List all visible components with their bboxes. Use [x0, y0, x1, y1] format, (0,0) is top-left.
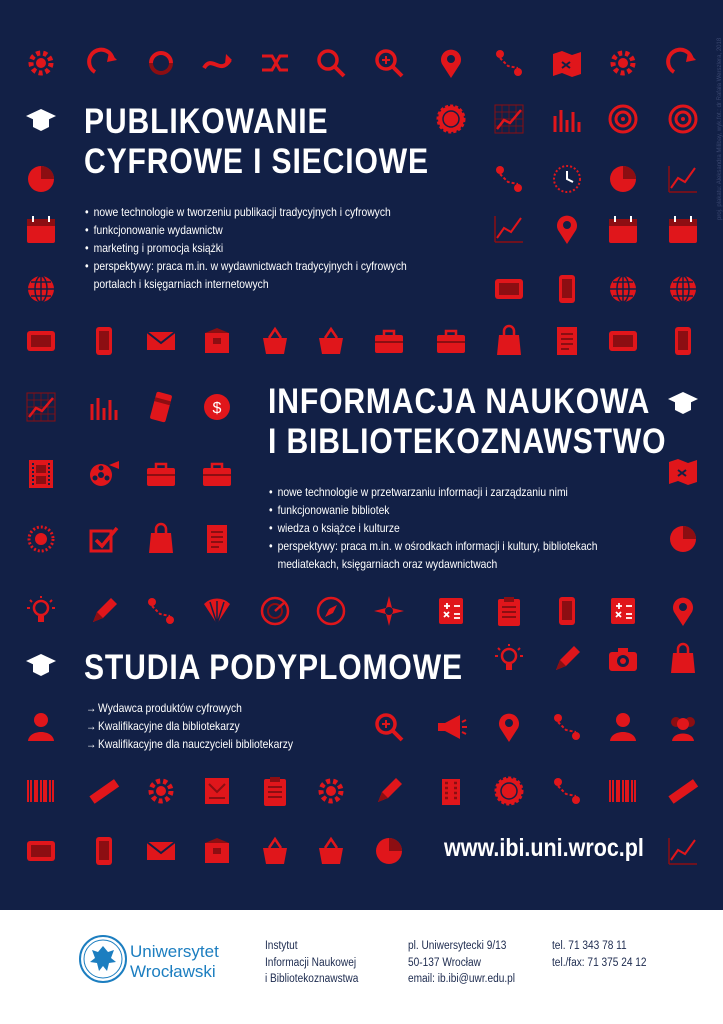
address-block: pl. Uniwersytecki 9/13 50-137 Wrocław email: ib.ibi@uwr.edu.pl — [408, 938, 515, 988]
chart-icon — [490, 100, 528, 138]
briefcase-icon — [432, 322, 470, 360]
bullet-item: • nowe technologie w tworzeniu publikacji tradycyjnych i cyfrowych — [85, 203, 407, 221]
bullet-item: • marketing i promocja książki — [85, 239, 407, 257]
university-name: Uniwersytet Wrocławski — [130, 942, 219, 981]
pin-icon — [490, 708, 528, 746]
section-postgraduate-title: STUDIA PODYPLOMOWE — [84, 648, 463, 687]
bullet-item: • wiedza o książce i kulturze — [269, 519, 597, 537]
clipboard-icon — [490, 592, 528, 630]
globe-icon — [664, 270, 702, 308]
zoom-icon — [370, 44, 408, 82]
gear-icon — [142, 772, 180, 810]
zoom-icon — [370, 708, 408, 746]
pencil-icon — [85, 592, 123, 630]
university-logo-icon — [78, 934, 128, 984]
section-postgraduate-list — [86, 699, 293, 753]
globe-icon — [22, 270, 60, 308]
target-icon — [604, 100, 642, 138]
card-icon — [142, 388, 180, 426]
calendar-icon — [22, 210, 60, 248]
line-icon — [664, 160, 702, 198]
building-icon — [432, 772, 470, 810]
bars-icon — [85, 388, 123, 426]
sun-icon — [22, 520, 60, 558]
cap-icon — [664, 383, 702, 421]
svg-text:$: $ — [212, 400, 222, 417]
email-link[interactable]: email: ib.ibi@uwr.edu.pl — [408, 973, 516, 985]
radar-icon — [256, 592, 294, 630]
tv-icon — [490, 270, 528, 308]
calc-icon — [604, 592, 642, 630]
cycle-icon — [142, 44, 180, 82]
section-publishing-title — [84, 102, 429, 182]
briefcase-icon — [370, 322, 408, 360]
briefcase-icon — [198, 455, 236, 493]
footer — [0, 910, 723, 1024]
bulb-icon — [22, 592, 60, 630]
tv-icon — [22, 322, 60, 360]
box-icon — [198, 322, 236, 360]
mail-icon — [142, 322, 180, 360]
tv-icon — [604, 322, 642, 360]
calc-icon — [432, 592, 470, 630]
program-item: → Wydawca produktów cyfrowych — [86, 699, 293, 717]
gear-icon — [604, 44, 642, 82]
gear-icon — [312, 772, 350, 810]
section-information-title-line2: I BIBLIOTEKOZNAWSTWO — [268, 422, 667, 461]
calendar-icon — [604, 210, 642, 248]
doc-icon — [198, 520, 236, 558]
bullet-item: • nowe technologie w przetwarzaniu informacji i zarządzaniu nimi — [269, 483, 597, 501]
pie-icon — [604, 160, 642, 198]
institute-name: Instytut Informacji Naukowej i Bibliotekoznawstwa — [265, 940, 359, 985]
tv-icon — [22, 832, 60, 870]
pin-icon — [548, 210, 586, 248]
bag-icon — [490, 322, 528, 360]
designer-credit: proj. plakatu: Aleksandra Milibay, wyk.fot.: dr Rafała Werszlera, 2018 — [717, 37, 723, 220]
reel-icon — [85, 455, 123, 493]
arrow-icon — [664, 44, 702, 82]
shuffle-icon — [256, 44, 294, 82]
mail-icon — [142, 832, 180, 870]
route-icon — [548, 708, 586, 746]
section-information-bullets — [269, 483, 597, 573]
bullet-item: • funkcjonowanie bibliotek — [269, 501, 597, 519]
seal-icon — [490, 772, 528, 810]
phone-icon — [548, 270, 586, 308]
section-publishing-title-line2: CYFROWE I SIECIOWE — [84, 142, 429, 181]
basket-icon — [312, 832, 350, 870]
section-publishing-bullets — [85, 203, 407, 293]
cap-icon — [22, 645, 60, 683]
line-icon — [490, 210, 528, 248]
route-icon — [548, 772, 586, 810]
bullet-item: • perspektywy: praca m.in. w ośrodkach informacji i kultury, bibliotekach mediatekach, księgarniach oraz wydawnictwach — [269, 537, 597, 573]
coin-icon — [198, 388, 236, 426]
bullet-item: • perspektywy: praca m.in. w wydawnictwach tradycyjnych i cyfrowych portalach i księgarniach internetowych — [85, 257, 407, 293]
curve-icon — [198, 44, 236, 82]
pin-icon — [664, 592, 702, 630]
target-icon — [664, 100, 702, 138]
route-icon — [142, 592, 180, 630]
section-information-title — [268, 382, 666, 462]
barcode-icon — [604, 772, 642, 810]
clipboard-icon — [256, 772, 294, 810]
phone-block: tel. 71 343 78 11 tel./fax: 71 375 24 12 — [552, 940, 647, 969]
section-information-title-line1: INFORMACJA NAUKOWA — [268, 382, 651, 421]
map-icon — [664, 452, 702, 490]
cross-icon — [370, 592, 408, 630]
line-icon — [664, 832, 702, 870]
pin-icon — [432, 44, 470, 82]
pie-icon — [22, 160, 60, 198]
website-link[interactable]: www.ibi.uni.wroc.pl — [444, 834, 644, 862]
bars-icon — [548, 100, 586, 138]
seal-icon — [432, 100, 470, 138]
phone-icon — [548, 592, 586, 630]
gear-icon — [22, 44, 60, 82]
check-icon — [85, 520, 123, 558]
bullet-item: • funkcjonowanie wydawnictw — [85, 221, 407, 239]
route-icon — [490, 44, 528, 82]
basket-icon — [312, 322, 350, 360]
pie-icon — [664, 520, 702, 558]
film-icon — [22, 455, 60, 493]
person-icon — [604, 708, 642, 746]
route-icon — [490, 160, 528, 198]
compass-icon — [312, 592, 350, 630]
bag-icon — [664, 640, 702, 678]
pencil-icon — [548, 640, 586, 678]
megaphone-icon — [432, 708, 470, 746]
cap-icon — [22, 100, 60, 138]
basket-icon — [256, 322, 294, 360]
bulb-icon — [490, 640, 528, 678]
barcode-icon — [22, 772, 60, 810]
section-publishing-title-line1: PUBLIKOWANIE — [84, 102, 329, 141]
doc-icon — [548, 322, 586, 360]
phone-icon — [85, 832, 123, 870]
program-item: → Kwalifikacyjne dla bibliotekarzy — [86, 717, 293, 735]
phone-icon — [664, 322, 702, 360]
map-icon — [548, 44, 586, 82]
clock-icon — [548, 160, 586, 198]
phone-icon — [85, 322, 123, 360]
program-item: → Kwalifikacyjne dla nauczycieli bibliotekarzy — [86, 735, 293, 753]
bag-icon — [142, 520, 180, 558]
scroll-icon — [198, 772, 236, 810]
calendar-icon — [664, 210, 702, 248]
search-icon — [312, 44, 350, 82]
box-icon — [198, 832, 236, 870]
briefcase-icon — [142, 455, 180, 493]
camera-icon — [604, 640, 642, 678]
chart-icon — [22, 388, 60, 426]
ruler-icon — [85, 772, 123, 810]
fan-icon — [198, 592, 236, 630]
arrow-icon — [85, 44, 123, 82]
ruler-icon — [664, 772, 702, 810]
basket-icon — [256, 832, 294, 870]
group-icon — [664, 708, 702, 746]
pie-icon — [370, 832, 408, 870]
person-icon — [22, 708, 60, 746]
pencil-icon — [370, 772, 408, 810]
globe-icon — [604, 270, 642, 308]
